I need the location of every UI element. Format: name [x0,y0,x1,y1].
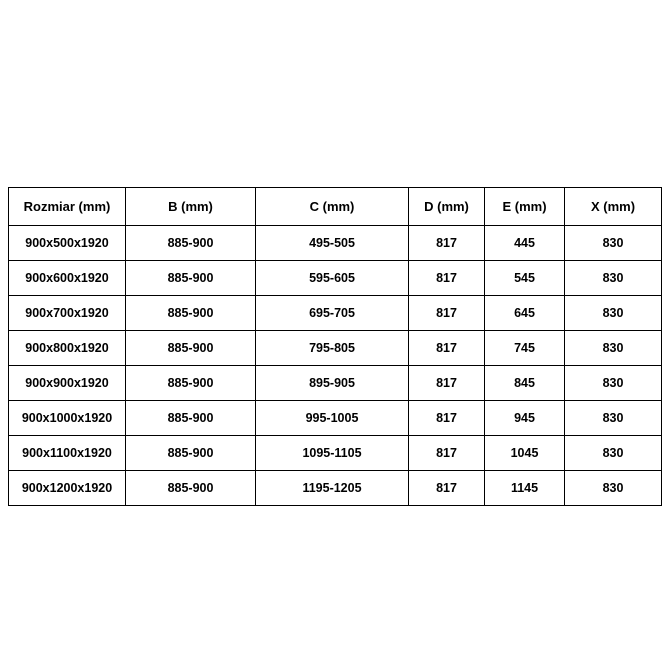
cell-b: 885-900 [126,436,256,471]
cell-b: 885-900 [126,331,256,366]
cell-rozmiar: 900x500x1920 [9,226,126,261]
cell-b: 885-900 [126,296,256,331]
cell-d: 817 [409,366,485,401]
cell-x: 830 [565,366,662,401]
cell-x: 830 [565,261,662,296]
cell-rozmiar: 900x700x1920 [9,296,126,331]
cell-b: 885-900 [126,261,256,296]
cell-c: 995-1005 [256,401,409,436]
table-body [9,226,662,506]
cell-e: 845 [485,366,565,401]
size-table-container [8,187,661,506]
cell-rozmiar: 900x1100x1920 [9,436,126,471]
cell-d: 817 [409,261,485,296]
cell-c: 1195-1205 [256,471,409,506]
cell-x: 830 [565,436,662,471]
table-row [9,401,662,436]
cell-rozmiar: 900x600x1920 [9,261,126,296]
cell-x: 830 [565,401,662,436]
table-row [9,296,662,331]
cell-e: 945 [485,401,565,436]
cell-b: 885-900 [126,366,256,401]
cell-rozmiar: 900x1000x1920 [9,401,126,436]
cell-rozmiar: 900x900x1920 [9,366,126,401]
cell-c: 495-505 [256,226,409,261]
size-table [8,187,662,506]
table-row [9,471,662,506]
cell-d: 817 [409,401,485,436]
cell-d: 817 [409,471,485,506]
table-row [9,436,662,471]
cell-d: 817 [409,226,485,261]
cell-d: 817 [409,331,485,366]
column-header-e: E (mm) [485,188,565,226]
cell-e: 445 [485,226,565,261]
cell-e: 1045 [485,436,565,471]
cell-b: 885-900 [126,226,256,261]
table-row [9,226,662,261]
cell-c: 695-705 [256,296,409,331]
table-header-row [9,188,662,226]
cell-x: 830 [565,471,662,506]
cell-c: 895-905 [256,366,409,401]
cell-x: 830 [565,296,662,331]
cell-e: 645 [485,296,565,331]
cell-e: 745 [485,331,565,366]
cell-b: 885-900 [126,471,256,506]
cell-d: 817 [409,296,485,331]
column-header-b: B (mm) [126,188,256,226]
cell-c: 1095-1105 [256,436,409,471]
cell-rozmiar: 900x1200x1920 [9,471,126,506]
column-header-x: X (mm) [565,188,662,226]
cell-c: 795-805 [256,331,409,366]
column-header-d: D (mm) [409,188,485,226]
table-header [9,188,662,226]
table-row [9,331,662,366]
cell-rozmiar: 900x800x1920 [9,331,126,366]
cell-d: 817 [409,436,485,471]
cell-e: 545 [485,261,565,296]
table-row [9,366,662,401]
column-header-c: C (mm) [256,188,409,226]
cell-x: 830 [565,331,662,366]
cell-x: 830 [565,226,662,261]
cell-c: 595-605 [256,261,409,296]
column-header-rozmiar: Rozmiar (mm) [9,188,126,226]
table-row [9,261,662,296]
cell-b: 885-900 [126,401,256,436]
cell-e: 1145 [485,471,565,506]
